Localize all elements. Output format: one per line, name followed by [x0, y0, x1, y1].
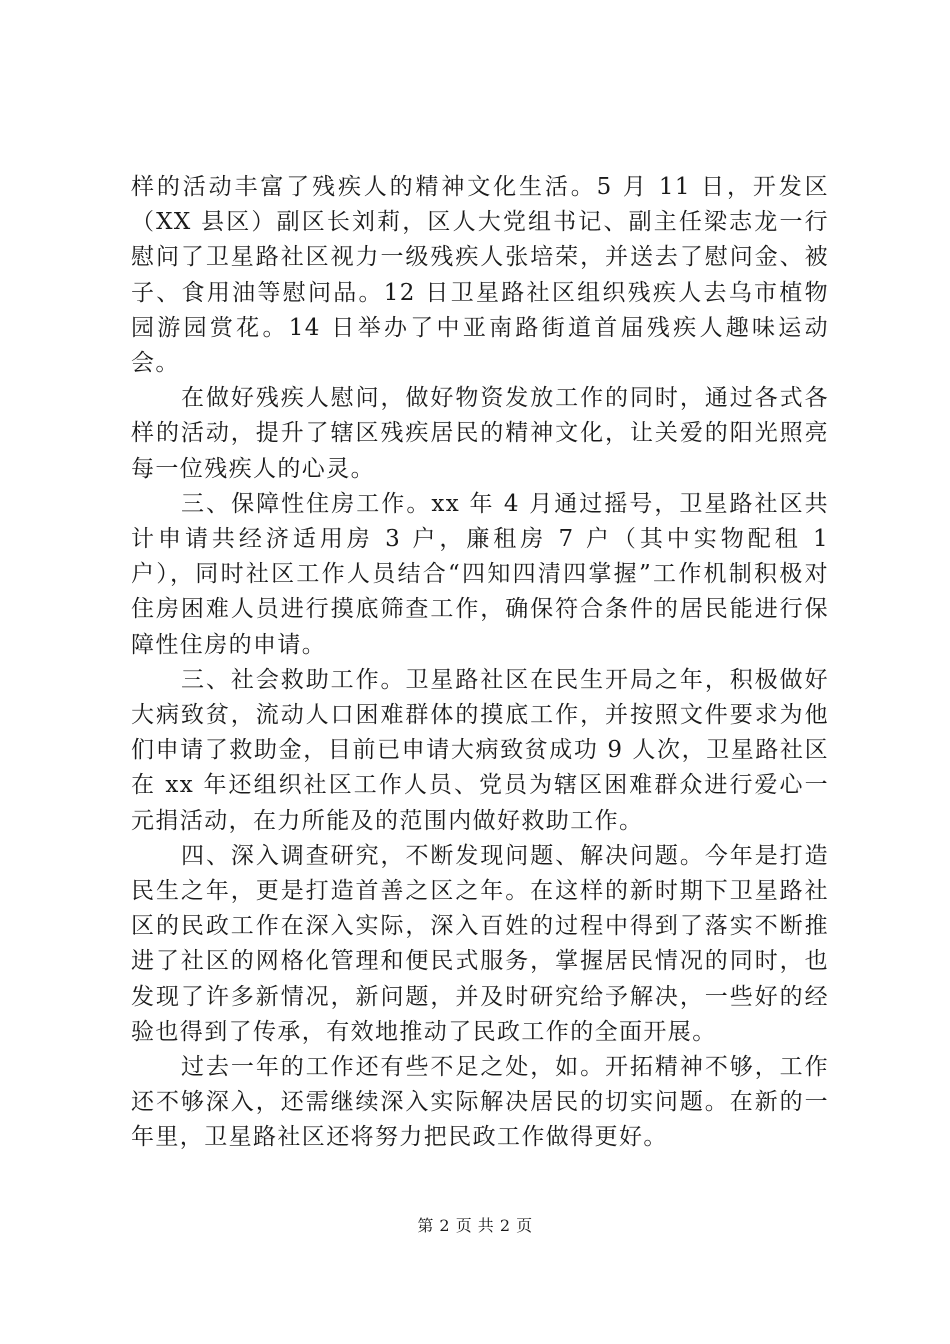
- paragraph-5: 四、深入调查研究，不断发现问题、解决问题。今年是打造民生之年，更是打造首善之区之年。在这样的新时期下卫星路社区的民政工作在深入实际，深入百姓的过程中得到了落实不断推进了社区的网格化管理和便民式服务，掌握居民情况的同时，也发现了许多新情况，新问题，并及时研究给予解决，一些好的经验也得到了传承，有效地推动了民政工作的全面开展。: [131, 842, 829, 1045]
- paragraph-1: 样的活动丰富了残疾人的精神文化生活。5 月 11 日，开发区（XX 县区）副区长刘莉，区人大党组书记、副主任梁志龙一行慰问了卫星路社区视力一级残疾人张培荣，并送去了慰问金、被子、食用油等慰问品。12 日卫星路社区组织残疾人去乌市植物园游园赏花。14 日举办了中亚南路街道首届残疾人趣味运动会。: [131, 174, 829, 377]
- document-body: [131, 170, 838, 1156]
- page-number-footer: 第 2 页 共 2 页: [417, 1216, 533, 1235]
- paragraph-6: 过去一年的工作还有些不足之处，如。开拓精神不够，工作还不够深入，还需继续深入实际解决居民的切实问题。在新的一年里，卫星路社区还将努力把民政工作做得更好。: [131, 1054, 829, 1151]
- paragraph-2: 在做好残疾人慰问，做好物资发放工作的同时，通过各式各样的活动，提升了辖区残疾居民的精神文化，让关爱的阳光照亮每一位残疾人的心灵。: [131, 385, 829, 482]
- paragraph-4: 三、社会救助工作。卫星路社区在民生开局之年，积极做好大病致贫，流动人口困难群体的摸底工作，并按照文件要求为他们申请了救助金，目前已申请大病致贫成功 9 人次，卫星路社区在 xx 年还组织社区工作人员、党员为辖区困难群众进行爱心一元捐活动，在力所能及的范围内做好救助工作。: [131, 666, 829, 834]
- paragraph-3: 三、保障性住房工作。xx 年 4 月通过摇号，卫星路社区共计申请共经济适用房 3 户，廉租房 7 户（其中实物配租 1 户），同时社区工作人员结合“四知四清四掌握”工作机制积极对住房困难人员进行摸底筛查工作，确保符合条件的居民能进行保障性住房的申请。: [131, 490, 838, 658]
